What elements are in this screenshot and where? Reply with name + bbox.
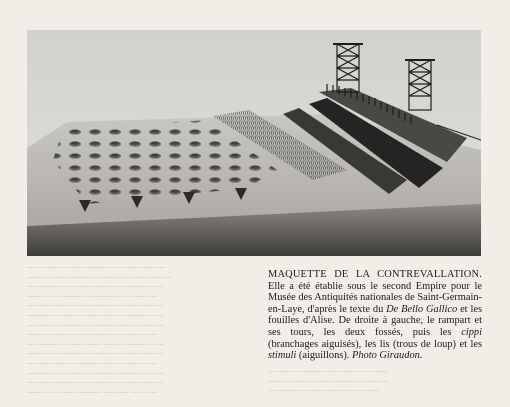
caption-text: (aiguillons). (296, 350, 352, 362)
show-through-text: — —— — ——— — —— — — —— —— — —— — — ——— — —— — — ——— — —— —— — — —— (268, 366, 388, 395)
caption-lead: MAQUETTE DE LA CONTREVALLATION. (268, 269, 482, 280)
show-through-text: — — —— — — ——— — — —— —— — —— — —— ——— — —— — —— —— — — ——— — — —— —— — ——— — — —— — — ——— — —— — — —— — — —— —— — — ——— — —— —— — ——— — —— — —— — — ——— — — — —— — ——— — —— —— — —— — —— — —— — — ——— — —— — — — ——— — —— —— — — ——— — — —— — — ——— — —— — —— —— — — —— —— — ——— — — —— — — ——— — — —— — —— ——— — — — — —— ——— — — —— — —— —— — —— — — —— ——— — —— — — — (27, 262, 172, 396)
caption-text: Elle a été établie sous le second Empire pour le Musée des Antiquités nationales de Saint-Germain-en-Laye, d'après le texte du (268, 280, 482, 315)
caption-photo-credit: Photo Giraudon. (352, 350, 423, 362)
caption-text: et les fouilles d'Alise. De droite à gauche, le rampart et ses tours, les deux fossés, puis les (268, 303, 482, 338)
caption-text: (branchages aiguisés), les lis (trous de loup) et les (268, 338, 482, 350)
figure-caption (268, 269, 482, 362)
caption-term-cippi: cippi (461, 326, 482, 338)
caption-term-stimuli: stimuli (268, 350, 297, 362)
maquette-photo (27, 30, 481, 256)
caption-work-title: De Bello Gallico (386, 303, 458, 315)
